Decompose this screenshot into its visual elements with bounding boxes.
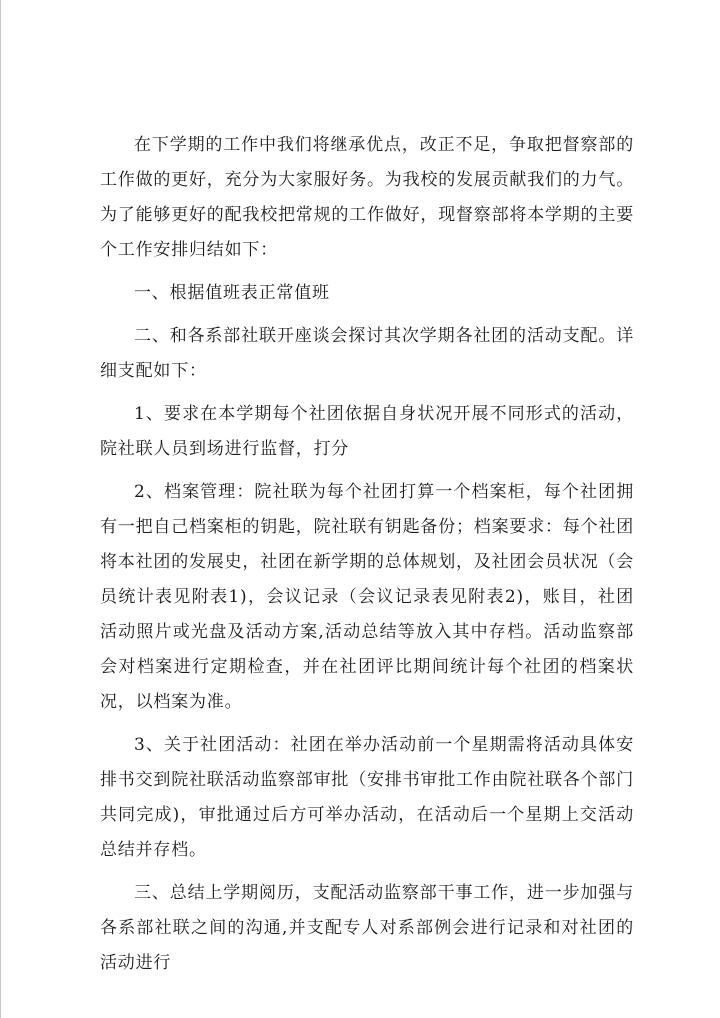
paragraph-subitem-2: 2、档案管理：院社联为每个社团打算一个档案柜，每个社团拥有一把自己档案柜的钥匙，院社联有钥匙备份；档案要求：每个社团将本社团的发展史，社团在新学期的总体规划，及社团会员状况（会员统计表见附表1)，会议记录（会议记录表见附表2)，账目，社团活动照片或光盘及活动方案,活动总结等放入其中存档。活动监察部会对档案进行定期检查，并在社团评比期间统计每个社团的档案状况，以档案为准。 xyxy=(100,482,634,712)
paragraph-intro: 在下学期的工作中我们将继承优点，改正不足，争取把督察部的工作做的更好，充分为大家服好务。为我校的发展贡献我们的力气。为了能够更好的配我校把常规的工作做好，现督察部将本学期的主要个工作安排归结如下： xyxy=(100,135,634,260)
paragraph-item-one: 一、根据值班表正常值班 xyxy=(134,283,330,303)
document-body xyxy=(100,128,634,989)
paragraph-subitem-1: 1、要求在本学期每个社团依据自身状况开展不同形式的活动，院社联人员到场进行监督，打分 xyxy=(100,404,634,459)
paragraph-subitem-3: 3、关于社团活动：社团在举办活动前一个星期需将活动具体安排书交到院社联活动监察部审批（安排书审批工作由院社联各个部门共同完成)，审批通过后方可举办活动，在活动后一个星期上交活动总结并存档。 xyxy=(100,735,634,860)
paragraph-item-three: 三、总结上学期阅历，支配活动监察部干事工作，进一步加强与各系部社联之间的沟通,并支配专人对系部例会进行记录和对社团的活动进行 xyxy=(100,883,634,973)
paragraph-item-two: 二、和各系部社联开座谈会探讨其次学期各社团的活动支配。详细支配如下： xyxy=(100,326,634,381)
